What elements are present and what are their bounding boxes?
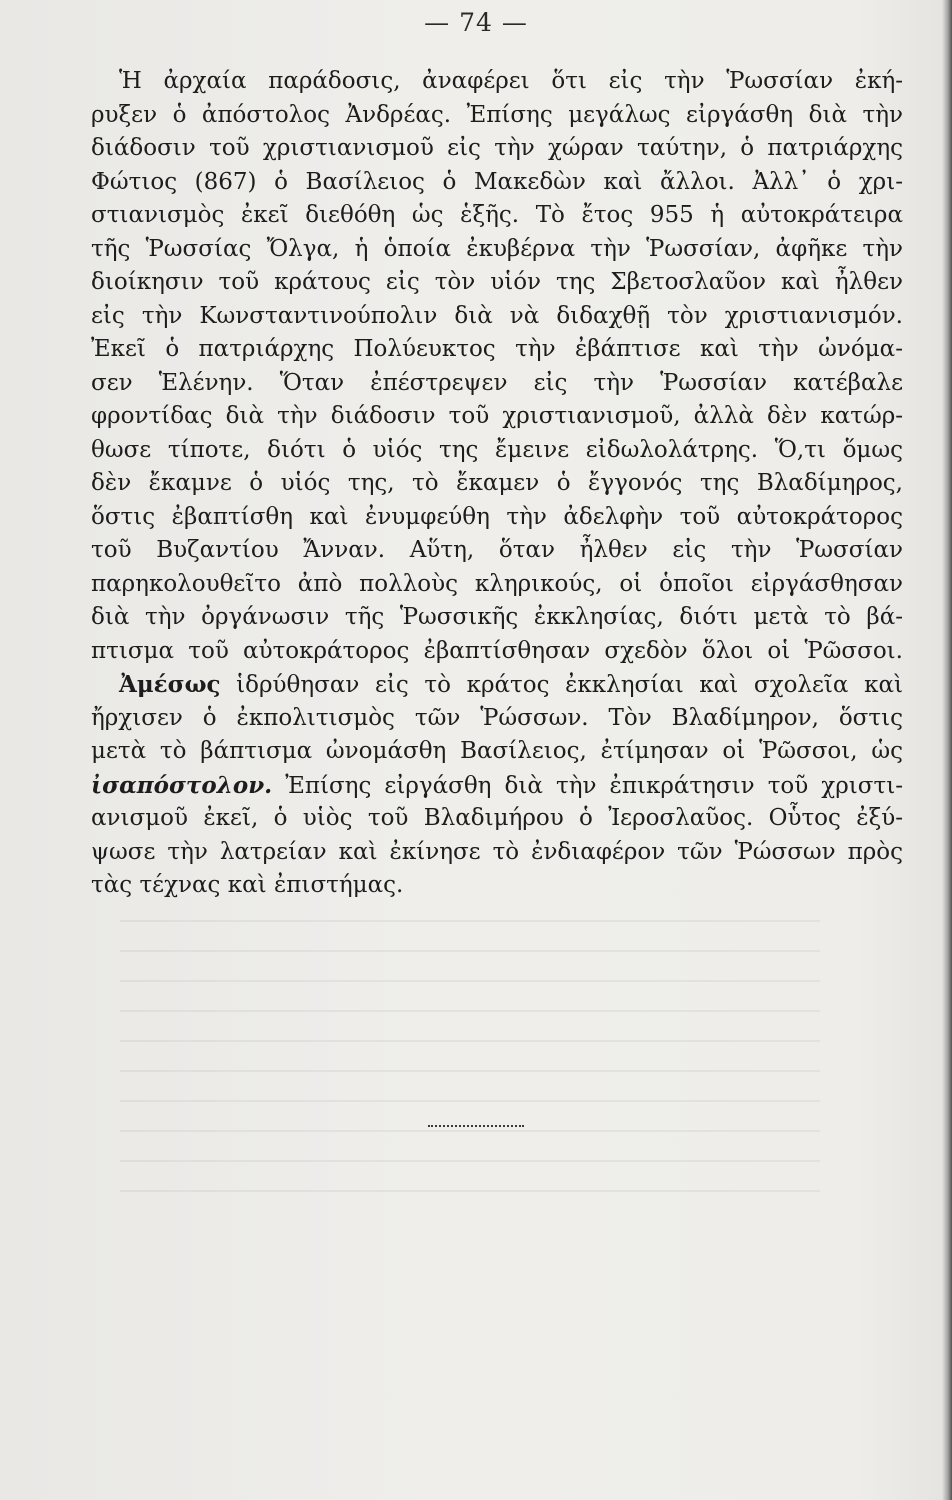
- dotted-separator: [428, 1125, 524, 1127]
- text-line: διὰ τὴν ὀργάνωσιν τῆς Ῥωσσικῆς ἐκκλησίας, διότι μετὰ τὸ βά-: [91, 604, 903, 630]
- text-line: Ἐκεῖ ὁ πατριάρχης Πολύευκτος τὴν ἐβάπτισε καὶ τὴν ὠνόμα-: [91, 336, 903, 362]
- text-line: ψωσε τὴν λατρείαν καὶ ἐκίνησε τὸ ἐνδιαφέρον τῶν Ῥώσσων πρὸς: [91, 838, 903, 865]
- text-line: τῆς Ῥωσσίας Ὄλγα, ἡ ὁποία ἐκυβέρνα τὴν Ῥωσσίαν, ἀφῆκε τὴν: [91, 235, 903, 262]
- text-line: Ἡ ἀρχαία παράδοσις, ἀναφέρει ὅτι εἰς τὴν Ῥωσσίαν ἐκή-: [119, 68, 903, 94]
- text-line: ανισμοῦ ἐκεῖ, ὁ υἱὸς τοῦ Βλαδιμήρου ὁ Ἰεροσλαῦος. Οὗτος ἐξύ-: [91, 805, 903, 831]
- text-line: πτισμα τοῦ αὐτοκράτορος ἐβαπτίσθησαν σχεδὸν ὅλοι οἱ Ῥῶσσοι.: [91, 637, 903, 664]
- text-line: σεν Ἑλένην. Ὅταν ἐπέστρεψεν εἰς τὴν Ῥωσσίαν κατέβαλε: [91, 369, 903, 396]
- text-line: ἤρχισεν ὁ ἐκπολιτισμὸς τῶν Ῥώσσων. Τὸν Βλαδίμηρον, ὅστις: [91, 704, 903, 731]
- text-line: φροντίδας διὰ τὴν διάδοσιν τοῦ χριστιανισμοῦ, ἀλλὰ δὲν κατώρ-: [91, 403, 903, 429]
- text-line-emphasis: ἰσαπόστολον. Ἐπίσης εἰργάσθη διὰ τὴν ἐπικράτησιν τοῦ χριστι-: [91, 771, 903, 799]
- text-line: μετὰ τὸ βάπτισμα ὠνομάσθη Βασίλειος, ἐτίμησαν οἱ Ῥῶσσοι, ὡς: [91, 738, 903, 764]
- page-edge-shadow: [942, 0, 952, 1500]
- text-line: στιανισμὸς ἐκεῖ διεθόθη ὡς ἑξῆς. Τὸ ἔτος 955 ἡ αὐτοκράτειρα: [91, 202, 903, 228]
- page-number: — 74 —: [424, 8, 528, 37]
- text-line: Φώτιος (867) ὁ Βασίλειος ὁ Μακεδὼν καὶ ἄλλοι. Ἀλλ᾽ ὁ χρι-: [91, 168, 903, 195]
- text-line: διοίκησιν τοῦ κράτους εἰς τὸν υἱόν της Σβετοσλαῦον καὶ ἦλθεν: [91, 269, 903, 295]
- emphasized-word: ἰσαπόστολον.: [91, 771, 273, 799]
- text-line: θωσε τίποτε, διότι ὁ υἱός της ἔμεινε εἰδωλολάτρης. Ὅ,τι ὅμως: [91, 436, 903, 463]
- text-line: τοῦ Βυζαντίου Ἄνναν. Αὕτη, ὅταν ἦλθεν εἰς τὴν Ῥωσσίαν: [91, 537, 903, 563]
- text-line: τὰς τέχνας καὶ ἐπιστήμας.: [91, 872, 404, 898]
- bold-word: Ἀμέσως: [119, 671, 221, 698]
- text-line: εἰς τὴν Κωνσταντινούπολιν διὰ νὰ διδαχθῇ τὸν χριστιανισμόν.: [91, 302, 903, 329]
- text-line: ρυξεν ὁ ἀπόστολος Ἀνδρέας. Ἐπίσης μεγάλως εἰργάσθη διὰ τὴν: [91, 101, 903, 128]
- text-line-bold-start: Ἀμέσως ἱδρύθησαν εἰς τὸ κράτος ἐκκλησίαι καὶ σχολεῖα καὶ: [119, 671, 903, 698]
- text-line: ὅστις ἐβαπτίσθη καὶ ἐνυμφεύθη τὴν ἀδελφὴν τοῦ αὐτοκράτορος: [91, 503, 903, 530]
- main-paragraph: [91, 65, 903, 903]
- text-line: δὲν ἔκαμνε ὁ υἱός της, τὸ ἔκαμεν ὁ ἔγγονός της Βλαδίμηρος,: [91, 470, 903, 496]
- text-line: παρηκολουθεῖτο ἀπὸ πολλοὺς κληρικούς, οἱ ὁποῖοι εἰργάσθησαν: [91, 570, 903, 597]
- text-line: διάδοσιν τοῦ χριστιανισμοῦ εἰς τὴν χώραν ταύτην, ὁ πατριάρχης: [91, 135, 903, 161]
- reverse-side-bleed-through: [120, 920, 820, 1220]
